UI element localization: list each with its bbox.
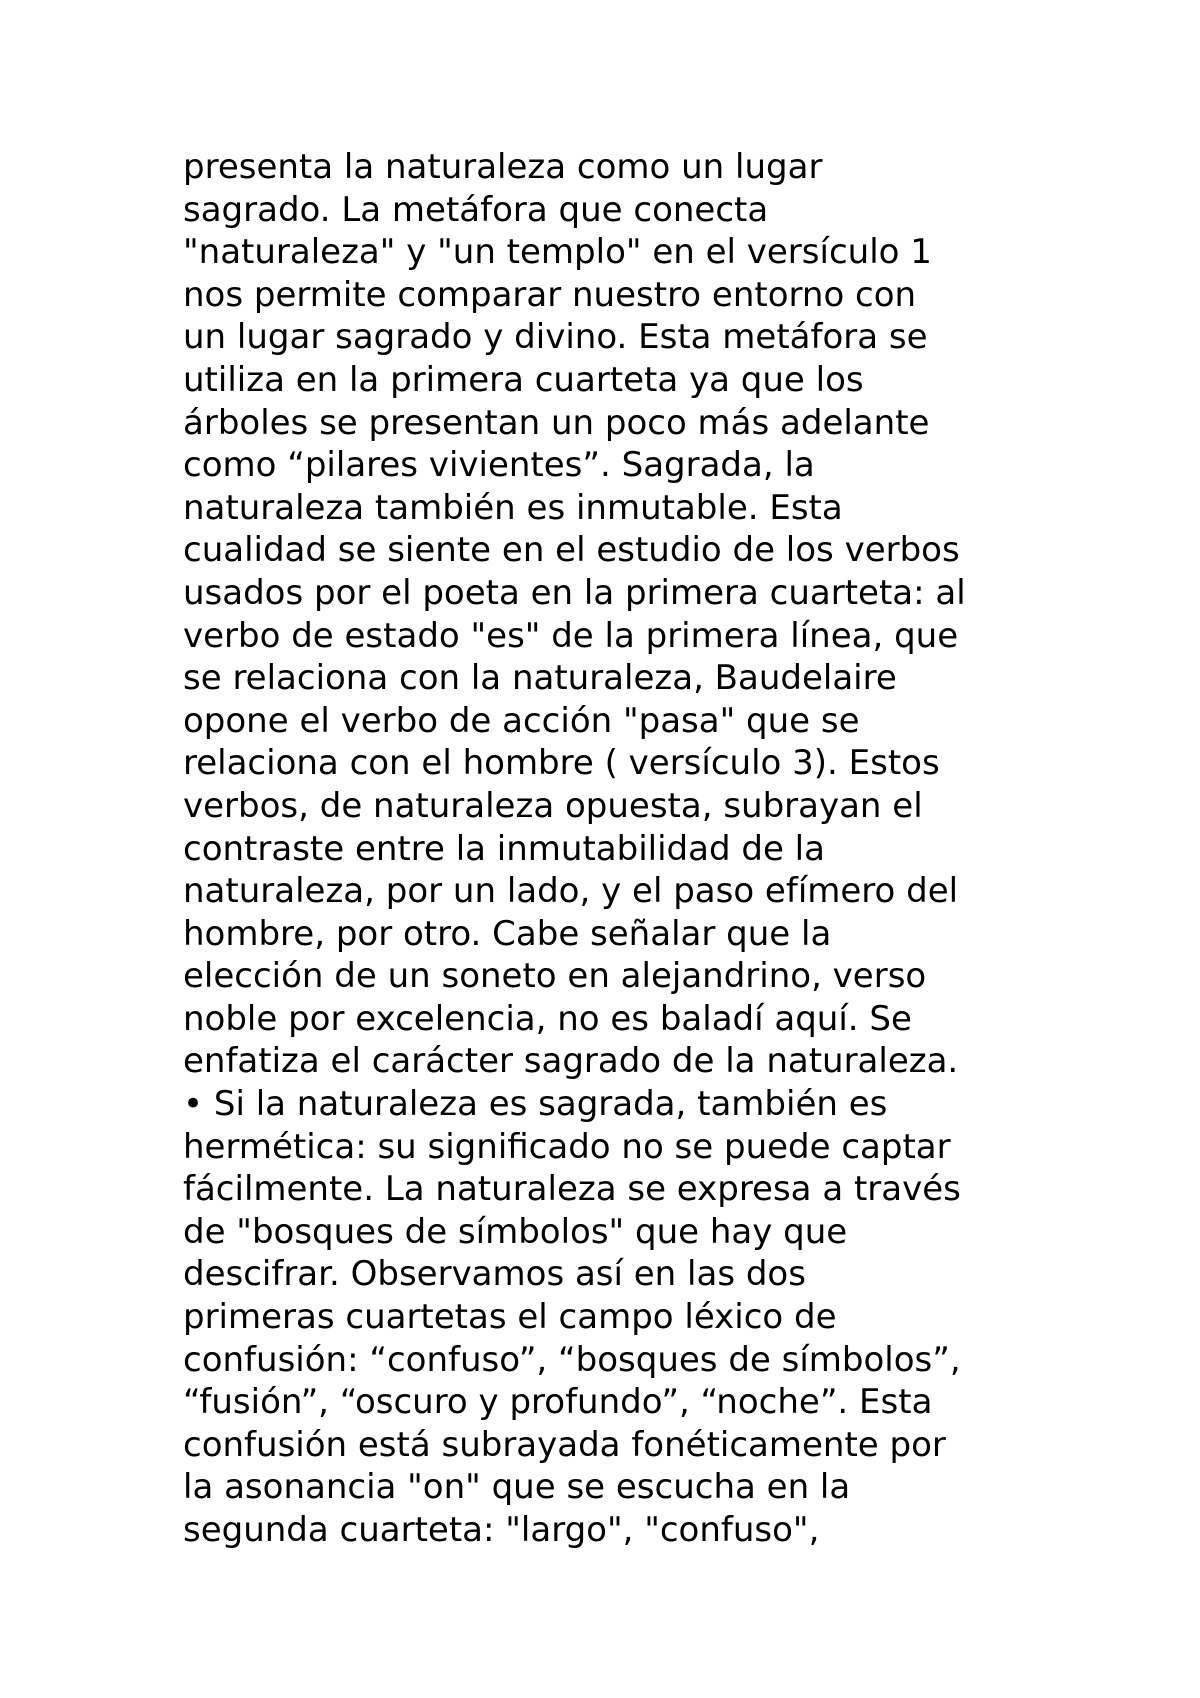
text-line: "naturaleza" y "un templo" en el versículo 1: [183, 232, 932, 273]
text-line: fácilmente. La naturaleza se expresa a través: [183, 1169, 961, 1210]
text-line: hermética: su significado no se puede captar: [183, 1126, 951, 1167]
text-line: “fusión”, “oscuro y profundo”, “noche”. Esta: [183, 1382, 933, 1423]
text-line: opone el verbo de acción "pasa" que se: [183, 700, 860, 741]
text-line: confusión: “confuso”, “bosques de símbolos”,: [183, 1339, 961, 1380]
text-line: un lugar sagrado y divino. Esta metáfora se: [183, 317, 928, 358]
text-line: primeras cuartetas el campo léxico de: [183, 1297, 837, 1338]
text-line: • Si la naturaleza es sagrada, también es: [183, 1084, 888, 1125]
text-line: enfatiza el carácter sagrado de la naturaleza.: [183, 1041, 959, 1082]
text-line: hombre, por otro. Cabe señalar que la: [183, 913, 832, 954]
text-line: usados por el poeta en la primera cuarteta: al: [183, 572, 966, 613]
text-line: noble por excelencia, no es baladí aquí. Se: [183, 998, 912, 1039]
text-line: verbos, de naturaleza opuesta, subrayan el: [183, 785, 923, 826]
text-line: utiliza en la primera cuarteta ya que los: [183, 359, 864, 400]
text-line: de "bosques de símbolos" que hay que: [183, 1211, 848, 1252]
text-line: cualidad se siente en el estudio de los verbos: [183, 530, 960, 571]
body-text: [183, 146, 1083, 1552]
text-line: presenta la naturaleza como un lugar: [183, 147, 823, 187]
text-line: sagrado. La metáfora que conecta: [183, 189, 769, 230]
text-line: nos permite comparar nuestro entorno con: [183, 274, 917, 315]
text-line: contraste entre la inmutabilidad de la: [183, 828, 825, 869]
text-line: se relaciona con la naturaleza, Baudelaire: [183, 658, 897, 699]
text-line: verbo de estado "es" de la primera línea, que: [183, 615, 959, 656]
text-line: naturaleza, por un lado, y el paso efímero del: [183, 871, 959, 912]
text-line: árboles se presentan un poco más adelante: [183, 402, 930, 443]
text-line: naturaleza también es inmutable. Esta: [183, 487, 843, 528]
text-line: elección de un soneto en alejandrino, verso: [183, 956, 927, 997]
text-line: segunda cuarteta: "largo", "confuso",: [183, 1510, 820, 1550]
text-line: relaciona con el hombre ( versículo 3). Estos: [183, 743, 940, 784]
text-line: confusión está subrayada fonéticamente por: [183, 1424, 946, 1465]
text-line: descifrar. Observamos así en las dos: [183, 1254, 806, 1295]
text-line: como “pilares vivientes”. Sagrada, la: [183, 445, 815, 486]
text-line: la asonancia "on" que se escucha en la: [183, 1467, 851, 1508]
